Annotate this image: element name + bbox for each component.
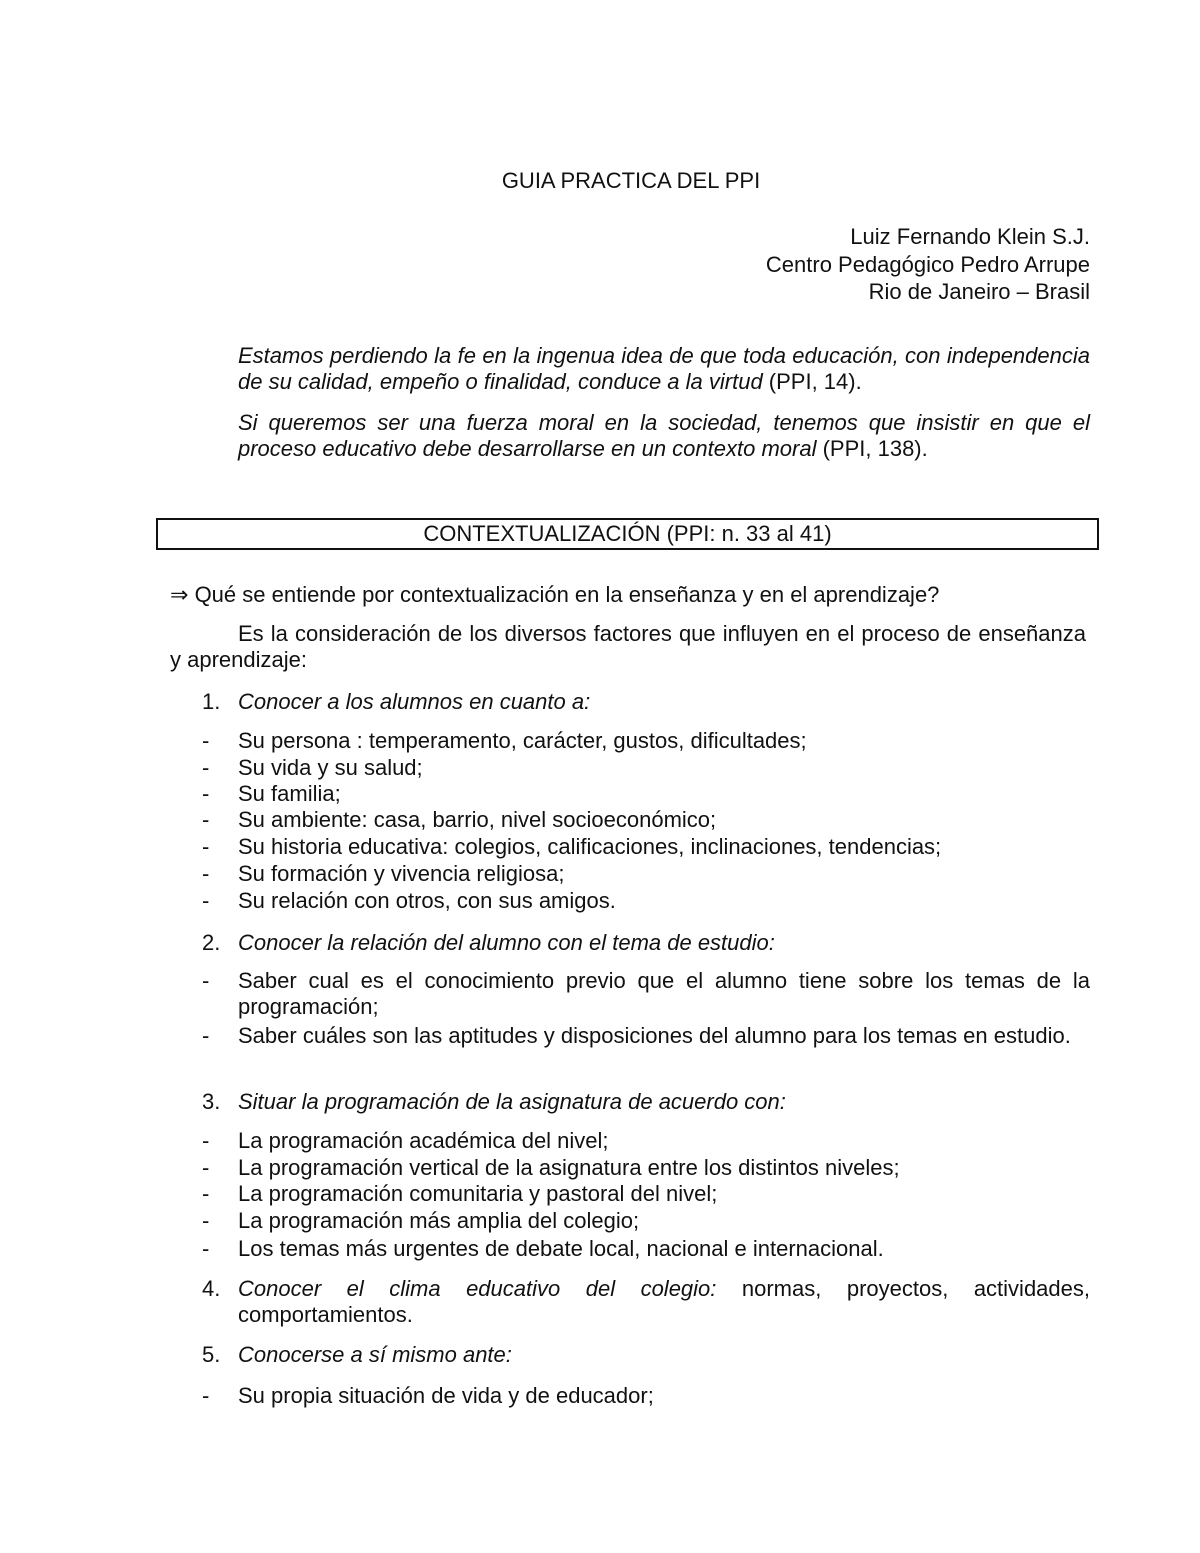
- list-item: La programación comunitaria y pastoral del nivel;: [238, 1181, 718, 1206]
- epigraph-quote-1: Estamos perdiendo la fe en la ingenua idea de que toda educación, con independencia de su calidad, empeño o finalidad, conduce a la virtud (PPI, 14).: [238, 343, 1090, 394]
- bullet-dash: -: [202, 888, 210, 913]
- point-4-number: 4.: [202, 1276, 221, 1301]
- author-institution: Centro Pedagógico Pedro Arrupe: [765, 252, 1090, 277]
- implies-arrow-icon: ⇒: [170, 582, 189, 607]
- list-item: Su ambiente: casa, barrio, nivel socioeconómico;: [238, 807, 717, 832]
- point-1-number: 1.: [202, 689, 221, 714]
- bullet-dash: -: [202, 861, 210, 886]
- bullet-dash: -: [202, 834, 210, 859]
- author-name: Luiz Fernando Klein S.J.: [850, 224, 1090, 249]
- list-item: Su historia educativa: colegios, calificaciones, inclinaciones, tendencias;: [238, 834, 942, 859]
- bullet-dash: -: [202, 1236, 210, 1261]
- list-item: La programación vertical de la asignatura entre los distintos niveles;: [238, 1155, 900, 1180]
- question-line: ⇒ Qué se entiende por contextualización en la enseñanza y en el aprendizaje?: [170, 582, 940, 607]
- bullet-dash: -: [202, 1208, 210, 1233]
- point-2-number: 2.: [202, 930, 221, 955]
- bullet-dash: -: [202, 1181, 210, 1206]
- list-item: Saber cuáles son las aptitudes y disposiciones del alumno para los temas en estudio.: [238, 1023, 1071, 1048]
- point-3-number: 3.: [202, 1089, 221, 1114]
- bullet-dash: -: [202, 728, 210, 753]
- bullet-dash: -: [202, 755, 210, 780]
- bullet-dash: -: [202, 1128, 210, 1153]
- list-item: Su familia;: [238, 781, 341, 806]
- list-item: Los temas más urgentes de debate local, nacional e internacional.: [238, 1236, 884, 1261]
- list-item: La programación académica del nivel;: [238, 1128, 609, 1153]
- point-5-title: Conocerse a sí mismo ante:: [238, 1342, 512, 1367]
- point-4-title: Conocer el clima educativo del colegio:: [238, 1276, 717, 1301]
- bullet-dash: -: [202, 807, 210, 832]
- point-2-title: Conocer la relación del alumno con el tema de estudio:: [238, 930, 775, 955]
- list-item: Su persona : temperamento, carácter, gustos, dificultades;: [238, 728, 807, 753]
- section-heading-box: [156, 518, 1099, 550]
- bullet-dash: -: [202, 1023, 210, 1048]
- point-3-title: Situar la programación de la asignatura de acuerdo con:: [238, 1089, 786, 1114]
- bullet-dash: -: [202, 781, 210, 806]
- list-item: Su relación con otros, con sus amigos.: [238, 888, 616, 913]
- list-item: Su propia situación de vida y de educador;: [238, 1383, 654, 1408]
- point-1-title: Conocer a los alumnos en cuanto a:: [238, 689, 591, 714]
- section-heading: CONTEXTUALIZACIÓN (PPI: n. 33 al 41): [423, 521, 832, 546]
- point-5-number: 5.: [202, 1342, 221, 1367]
- bullet-dash: -: [202, 968, 210, 993]
- list-item: Su vida y su salud;: [238, 755, 423, 780]
- bullet-dash: -: [202, 1383, 210, 1408]
- list-item: Su formación y vivencia religiosa;: [238, 861, 565, 886]
- point-4-text: Conocer el clima educativo del colegio: normas, proyectos, actividades, comportamientos.: [238, 1276, 1090, 1327]
- document-title: GUIA PRACTICA DEL PPI: [501, 168, 761, 193]
- list-item: Saber cual es el conocimiento previo que el alumno tiene sobre los temas de la programación;: [238, 968, 1090, 1019]
- list-item: La programación más amplia del colegio;: [238, 1208, 640, 1233]
- epigraph-quote-2: Si queremos ser una fuerza moral en la sociedad, tenemos que insistir en que el proceso educativo debe desarrollarse en un contexto moral (PPI, 138).: [238, 410, 1090, 461]
- intro-paragraph: Es la consideración de los diversos factores que influyen en el proceso de enseñanza y aprendizaje:: [170, 621, 1086, 672]
- bullet-dash: -: [202, 1155, 210, 1180]
- author-location: Rio de Janeiro – Brasil: [868, 279, 1090, 304]
